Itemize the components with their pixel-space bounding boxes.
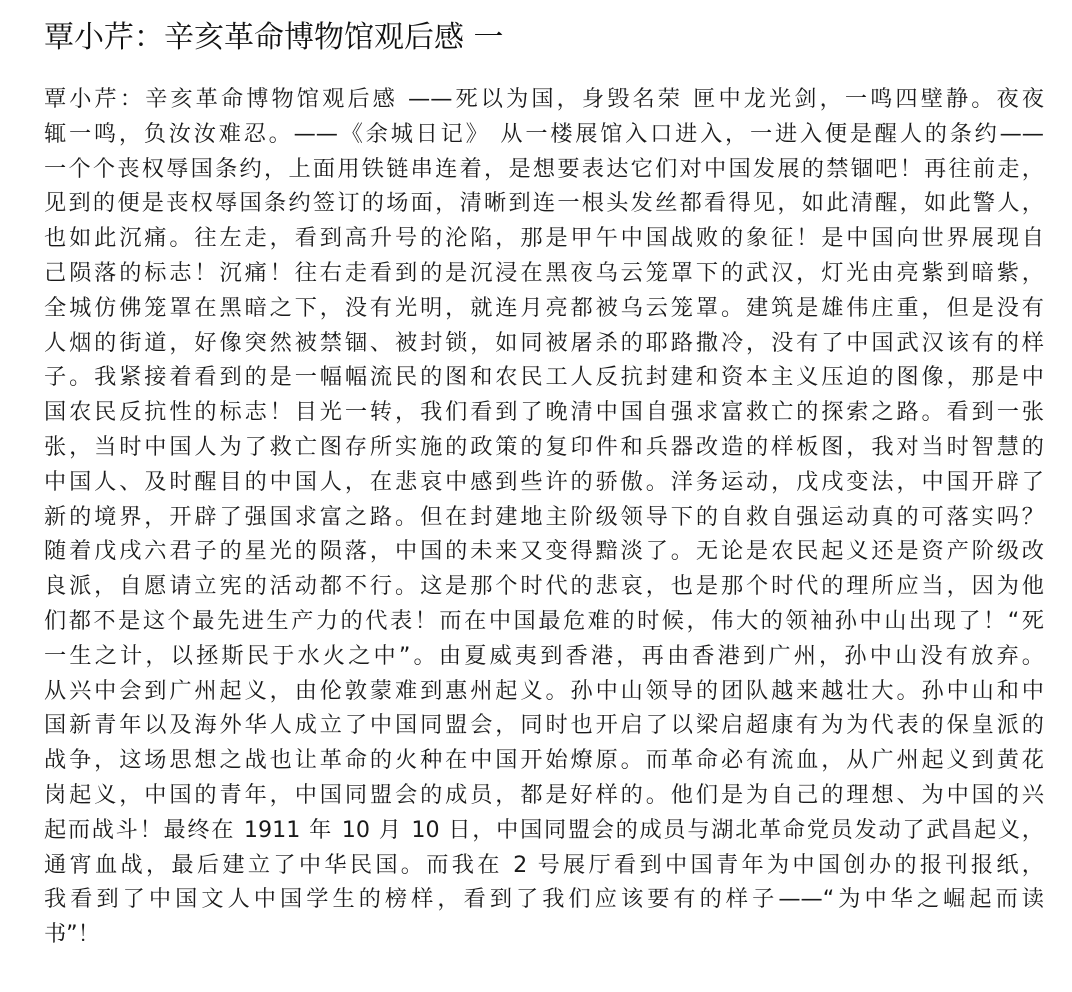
article-title: 覃小芹：辛亥革命博物馆观后感 一 [44,20,504,55]
article-body [44,82,1044,952]
article-body-line: 新的境界，开辟了强国求富之路。但在封建地主阶级领导下的自救自强运动真的可落实吗？ [44,503,1044,530]
article-body-line: 人烟的街道，好像突然被禁锢、被封锁，如同被屠杀的耶路撒冷，没有了中国武汉该有的样 [44,329,1044,356]
article-body-line: 国农民反抗性的标志！目光一转，我们看到了晚清中国自强求富救亡的探索之路。看到一张 [44,399,1044,426]
article-body-line: 覃小芹：辛亥革命博物馆观后感 ——死以为国，身毁名荣 匣中龙光剑，一鸣四壁静。夜夜 [44,86,1044,112]
article-body-line: 随着戊戌六君子的星光的陨落，中国的未来又变得黯淡了。无论是农民起义还是资产阶级改 [44,538,1044,565]
article-body-line: 良派，自愿请立宪的活动都不行。这是那个时代的悲哀，也是那个时代的理所应当，因为他 [44,573,1044,600]
article-body-line: 辄一鸣，负汝汝难忍。——《余城日记》 从一楼展馆入口进入，一进入便是醒人的条约—— [44,120,1044,147]
article-body-line: 岗起义，中国的青年，中国同盟会的成员，都是好样的。他们是为自己的理想、为中国的兴 [44,781,1044,808]
article-body-line: 子。我紧接着看到的是一幅幅流民的图和农民工人反抗封建和资本主义压迫的图像，那是中 [44,364,1044,391]
article-body-line: 通宵血战，最后建立了中华民国。而我在 2 号展厅看到中国青年为中国创办的报刊报纸， [44,851,1044,878]
article-body-line: 全城仿佛笼罩在黑暗之下，没有光明，就连月亮都被乌云笼罩。建筑是雄伟庄重，但是没有 [44,294,1044,321]
article-body-line: 己陨落的标志！沉痛！往右走看到的是沉浸在黑夜乌云笼罩下的武汉，灯光由亮紫到暗紫， [44,259,1044,286]
article-body-line: 战争，这场思想之战也让革命的火种在中国开始燎原。而革命必有流血，从广州起义到黄花 [44,747,1044,774]
article-body-line: 我看到了中国文人中国学生的榜样，看到了我们应该要有的样子——“为中华之崛起而读 [44,886,1044,913]
article-body-line: 国新青年以及海外华人成立了中国同盟会，同时也开启了以梁启超康有为为代表的保皇派的 [44,712,1044,739]
article-body-line: 一个个丧权辱国条约，上面用铁链串连着，是想要表达它们对中国发展的禁锢吧！再往前走， [44,155,1044,182]
article-body-line: 见到的便是丧权辱国条约签订的场面，清晰到连一根头发丝都看得见，如此清醒，如此警人， [44,190,1044,217]
article-body-line: 书”！ [44,921,100,948]
article-body-line: 起而战斗！最终在 1911 年 10 月 10 日，中国同盟会的成员与湖北革命党员发动了武昌起义， [44,816,1044,843]
article-body-line: 一生之计，以拯斯民于水火之中”。由夏威夷到香港，再由香港到广州，孙中山没有放弃。 [44,642,1044,669]
article-body-line: 中国人、及时醒目的中国人，在悲哀中感到些许的骄傲。洋务运动，戊戌变法，中国开辟了 [44,468,1044,495]
article-body-line: 也如此沉痛。往左走，看到高升号的沦陷，那是甲午中国战败的象征！是中国向世界展现自 [44,225,1044,252]
article-body-line: 们都不是这个最先进生产力的代表！而在中国最危难的时候，伟大的领袖孙中山出现了！“死 [44,607,1044,634]
article-body-line: 张，当时中国人为了救亡图存所实施的政策的复印件和兵器改造的样板图，我对当时智慧的 [44,433,1044,460]
article-body-line: 从兴中会到广州起义，由伦敦蒙难到惠州起义。孙中山领导的团队越来越壮大。孙中山和中 [44,677,1044,704]
